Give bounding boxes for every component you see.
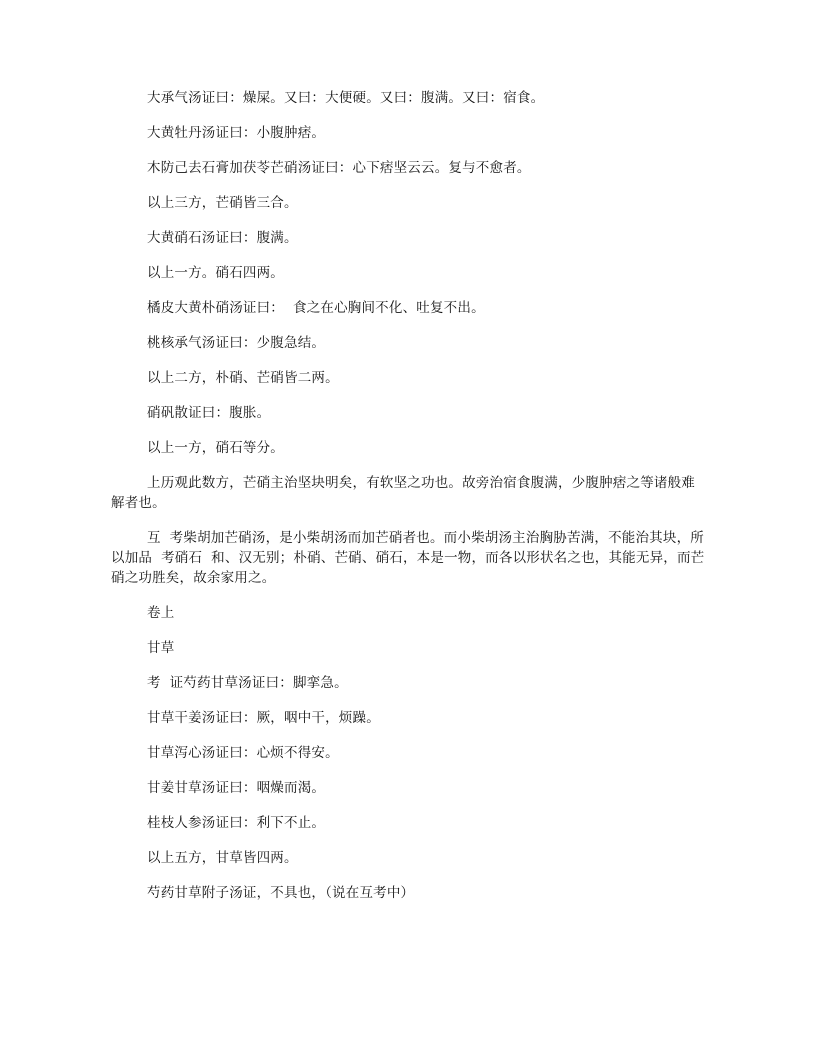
paragraph: 互 考柴胡加芒硝汤，是小柴胡汤而加芒硝者也。而小柴胡汤主治胸胁苦满，不能治其块，所以加品 考硝石 和、汉无别；朴硝、芒硝、硝石，本是一物，而各以形状名之也，其能无异，而芒硝之功胜矣，故余家用之。 xyxy=(111,530,705,586)
paragraph: 大承气汤证曰：燥屎。又曰：大便硬。又曰：腹满。又曰：宿食。 xyxy=(147,90,545,106)
document-body xyxy=(111,88,705,918)
paragraph: 橘皮大黄朴硝汤证曰： 食之在心胸间不化、吐复不出。 xyxy=(147,300,485,316)
paragraph: 甘草泻心汤证曰：心烦不得安。 xyxy=(147,745,339,761)
paragraph: 芍药甘草附子汤证，不具也，（说在互考中） xyxy=(147,885,415,901)
paragraph: 硝矾散证曰：腹胀。 xyxy=(147,405,271,421)
paragraph: 考 证芍药甘草汤证曰：脚挛急。 xyxy=(147,675,348,691)
paragraph: 以上五方，甘草皆四两。 xyxy=(147,850,298,866)
paragraph: 以上三方，芒硝皆三合。 xyxy=(147,195,298,211)
paragraph: 甘草干姜汤证曰：厥，咽中干，烦躁。 xyxy=(147,710,380,726)
paragraph: 上历观此数方，芒硝主治坚块明矣，有软坚之功也。故旁治宿食腹满，少腹肿痞之等诸般难解者也。 xyxy=(111,475,695,511)
paragraph: 大黄硝石汤证曰：腹满。 xyxy=(147,230,298,246)
paragraph: 甘姜甘草汤证曰：咽燥而渴。 xyxy=(147,780,326,796)
paragraph: 以上二方，朴硝、芒硝皆二两。 xyxy=(147,370,339,386)
paragraph: 大黄牡丹汤证曰：小腹肿痞。 xyxy=(147,125,326,141)
section-heading: 甘草 xyxy=(147,640,175,656)
paragraph: 桃核承气汤证曰：少腹急结。 xyxy=(147,335,326,351)
paragraph: 桂枝人参汤证曰：利下不止。 xyxy=(147,815,326,831)
paragraph: 木防己去石膏加茯苓芒硝汤证曰：心下痞坚云云。复与不愈者。 xyxy=(147,160,531,176)
paragraph: 以上一方。硝石四两。 xyxy=(147,265,284,281)
paragraph: 以上一方，硝石等分。 xyxy=(147,440,284,456)
section-heading: 卷上 xyxy=(147,605,175,621)
